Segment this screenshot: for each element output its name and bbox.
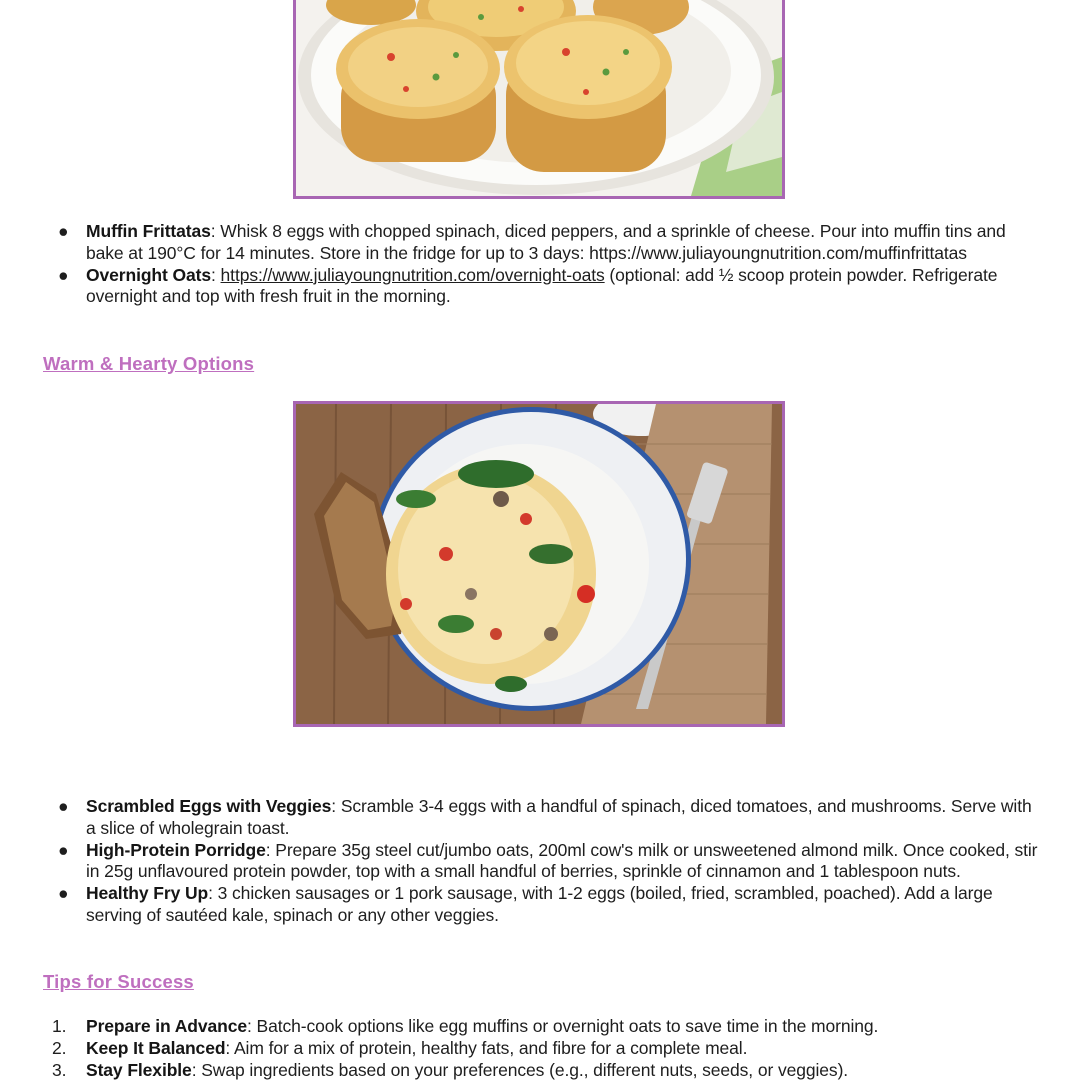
make-ahead-list <box>0 221 1080 308</box>
bullet-icon: ● <box>58 264 69 285</box>
list-item: ● Overnight Oats: https://www.juliayoungnutrition.com/overnight-oats (optional: add ½ scoop protein powder. Refrigerate overnight and top with fresh fruit in the morning. <box>58 264 998 307</box>
list-item: 1. Prepare in Advance: Batch-cook options like egg muffins or overnight oats to save time in the morning. <box>52 1016 879 1036</box>
section-make-ahead <box>0 221 1080 308</box>
section-tips <box>0 1016 1080 1080</box>
item-text: Prepare 35g steel cut/jumbo oats, 200ml cow's milk or unsweetened almond milk. Once cooked, stir in 25g unflavoured protein powder, top with a small handful of berries, sprinkle of cinnamon and 1 tablespoon nuts. <box>86 839 1038 882</box>
item-title: High-Protein Porridge <box>86 839 266 860</box>
bullet-icon: ● <box>58 796 69 816</box>
tips-heading[interactable]: Tips for Success <box>43 971 194 992</box>
scrambled-eggs-photo <box>293 401 785 727</box>
list-item: ● High-Protein Porridge: Prepare 35g steel cut/jumbo oats, 200ml cow's milk or unsweetened almond milk. Once cooked, stir in 25g unflavoured protein powder, top with a small handful of berries, sprinkle of cinnamon and 1 tablespoon nuts. <box>58 839 1038 882</box>
item-text: Aim for a mix of protein, healthy fats, and fibre for a complete meal. <box>230 1037 748 1058</box>
item-text: 3 chicken sausages or 1 pork sausage, with 1-2 eggs (boiled, fried, scrambled, poached). Add a large serving of sautéed kale, spinach or any other veggies. <box>86 883 993 925</box>
list-number: 1. <box>52 1016 67 1036</box>
item-text: Whisk 8 eggs with chopped spinach, diced peppers, and a sprinkle of cheese. Pour into muffin tins and bake at 190°C for 14 minutes. Store in the fridge for up to 3 days: https://www.juliayoungnutrition.com/muffinfrittatas <box>86 221 1006 263</box>
bullet-icon: ● <box>58 839 69 860</box>
list-item: ● Healthy Fry Up: 3 chicken sausages or 1 pork sausage, with 1-2 eggs (boiled, fried, scrambled, poached). Add a large serving of sautéed kale, spinach or any other veggies. <box>58 883 993 925</box>
item-title: Overnight Oats <box>86 264 212 285</box>
item-title: Keep It Balanced <box>86 1037 226 1058</box>
item-title: Scrambled Eggs with Veggies <box>86 796 332 816</box>
bullet-icon: ● <box>58 221 69 241</box>
item-text: Swap ingredients based on your preferences (e.g., different nuts, seeds, or veggies). <box>196 1059 849 1080</box>
muffin-frittatas-photo <box>293 0 785 199</box>
list-number: 2. <box>52 1037 67 1058</box>
item-title: Healthy Fry Up <box>86 883 209 904</box>
item-title: Prepare in Advance <box>86 1016 247 1036</box>
list-item: ● Scrambled Eggs with Veggies: Scramble 3-4 eggs with a handful of spinach, diced tomatoes, and mushrooms. Serve with a slice of wholegrain toast. <box>58 796 1032 838</box>
list-item: 3. Stay Flexible: Swap ingredients based on your preferences (e.g., different nuts, seeds, or veggies). <box>52 1059 849 1080</box>
item-text: Scramble 3-4 eggs with a handful of spinach, diced tomatoes, and mushrooms. Serve with a slice of wholegrain toast. <box>86 796 1032 838</box>
list-number: 3. <box>52 1059 67 1080</box>
list-item: 2. Keep It Balanced: Aim for a mix of protein, healthy fats, and fibre for a complete meal. <box>52 1037 748 1058</box>
warm-hearty-list <box>0 796 1080 927</box>
warm-hearty-heading[interactable]: Warm & Hearty Options <box>43 353 255 374</box>
list-item: ● Muffin Frittatas: Whisk 8 eggs with chopped spinach, diced peppers, and a sprinkle of cheese. Pour into muffin tins and bake at 190°C for 14 minutes. Store in the fridge for up to 3 days: https://www.juliayoungnutrition.com/muffinfrittatas <box>58 221 1006 263</box>
item-text: (optional: add ½ scoop protein powder. Refrigerate overnight and top with fresh fruit in the morning. <box>86 264 998 307</box>
bullet-icon: ● <box>58 883 69 904</box>
tips-list <box>0 1016 1080 1080</box>
item-title: Stay Flexible <box>86 1059 192 1080</box>
item-text: Batch-cook options like egg muffins or overnight oats to save time in the morning. <box>251 1016 879 1036</box>
item-title: Muffin Frittatas <box>86 221 211 241</box>
overnight-oats-link[interactable]: https://www.juliayoungnutrition.com/overnight-oats <box>220 264 605 285</box>
section-warm-hearty <box>0 796 1080 927</box>
